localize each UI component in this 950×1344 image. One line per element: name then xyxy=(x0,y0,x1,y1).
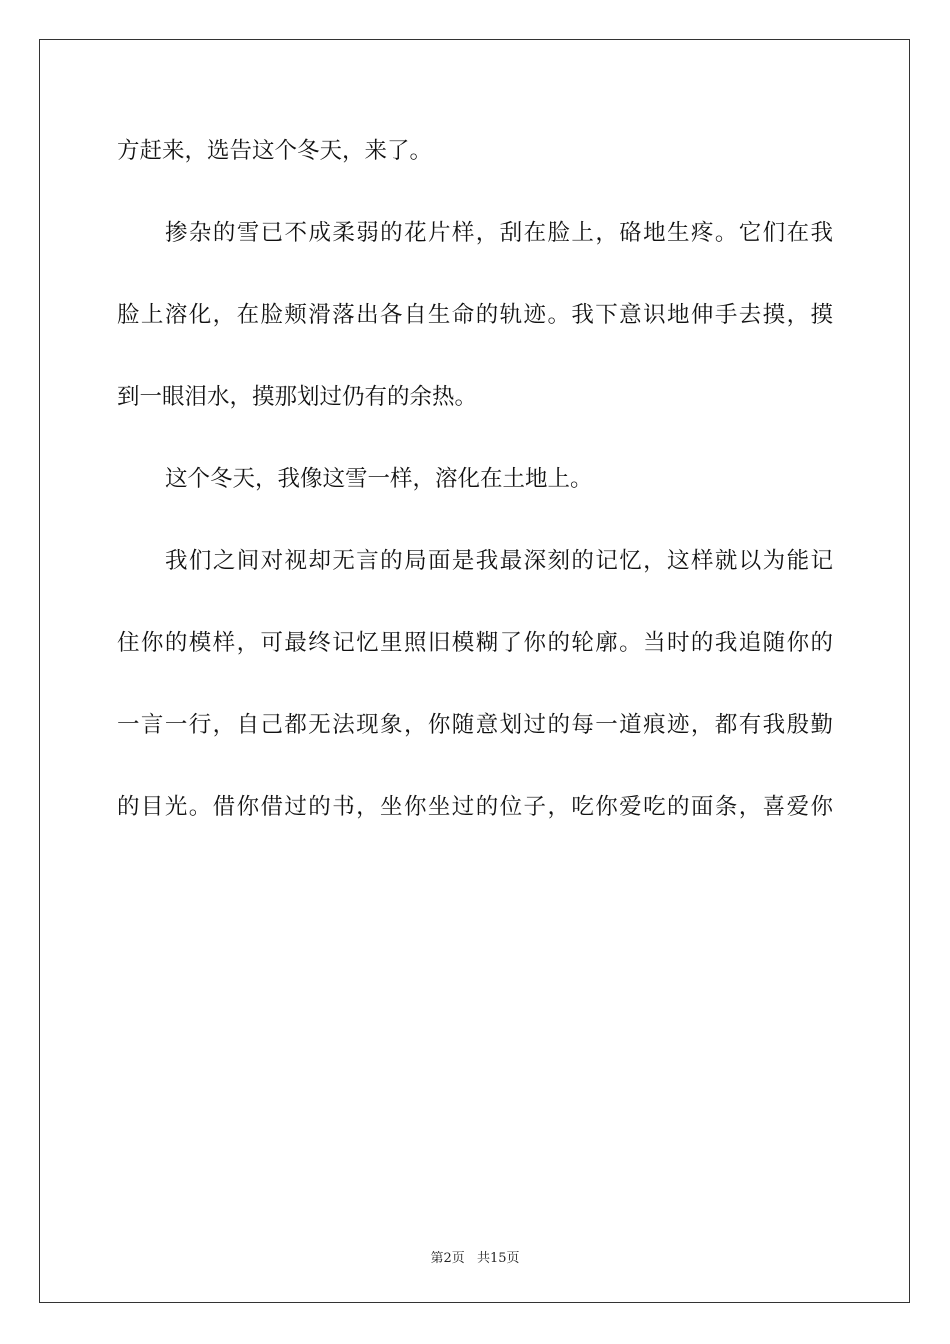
text-line: 方赶来，选告这个冬天，来了。 xyxy=(117,138,433,164)
text-line: 到一眼泪水，摸那划过仍有的余热。 xyxy=(117,384,478,410)
page-total: 共15页 xyxy=(476,1251,520,1266)
text-line: 掺杂的雪已不成柔弱的花片样，刮在脸上，硌地生疼。它们在我 xyxy=(165,220,833,246)
text-line: 一言一行，自己都无法现象，你随意划过的每一道痕迹，都有我殷勤 xyxy=(117,712,833,738)
text-line: 我们之间对视却无言的局面是我最深刻的记忆，这样就以为能记 xyxy=(165,548,833,574)
text-line: 的目光。借你借过的书，坐你坐过的位子，吃你爱吃的面条，喜爱你 xyxy=(117,794,833,820)
page-number: 第2页 xyxy=(430,1251,465,1266)
document-body xyxy=(117,110,833,848)
text-line: 脸上溶化，在脸颊滑落出各自生命的轨迹。我下意识地伸手去摸，摸 xyxy=(117,302,833,328)
text-line: 住你的模样，可最终记忆里照旧模糊了你的轮廓。当时的我追随你的 xyxy=(117,630,833,656)
text-line: 这个冬天，我像这雪一样，溶化在土地上。 xyxy=(165,466,593,492)
page-footer xyxy=(0,1247,950,1266)
